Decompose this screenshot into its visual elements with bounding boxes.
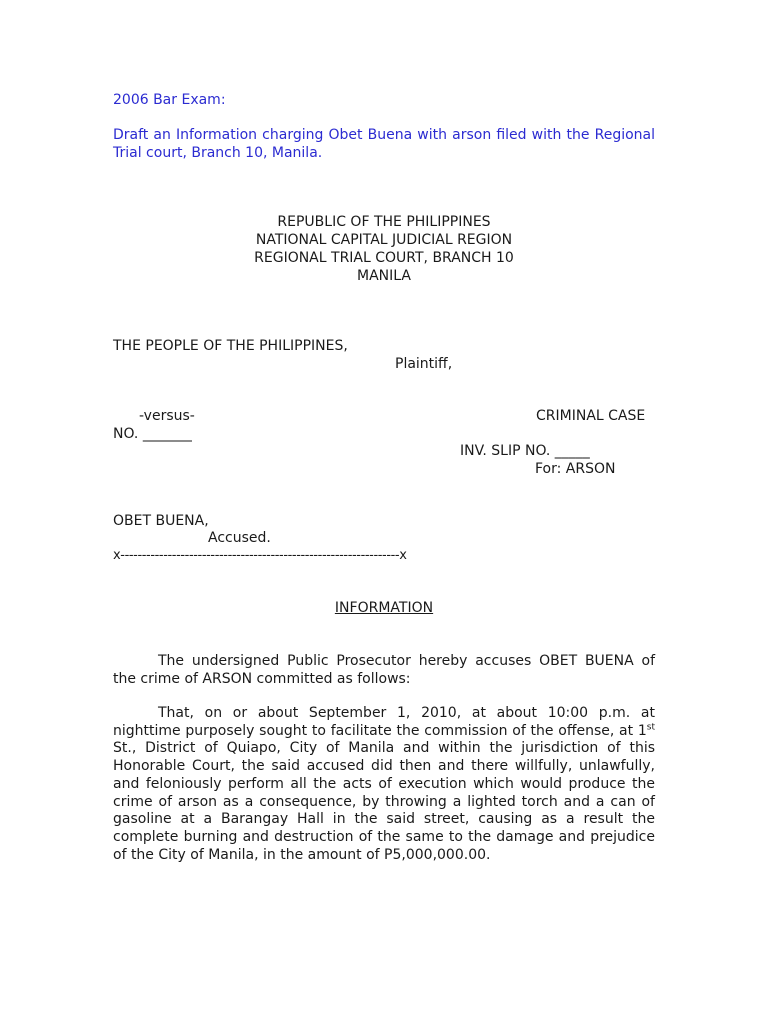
- case-number: NO. _______: [113, 426, 192, 442]
- court-heading-line: MANILA: [357, 268, 411, 284]
- exam-question: Draft an Information charging Obet Buena with arson filed with the Regional Trial court, Branch 10, Manila.: [113, 127, 655, 161]
- caption-separator: x-----------------------------------------------------------------x: [113, 548, 407, 563]
- court-heading: [113, 213, 655, 285]
- plaintiff-role: Plaintiff,: [395, 356, 453, 372]
- criminal-case-label: CRIMINAL CASE: [536, 408, 646, 424]
- offense-label: For: ARSON: [535, 461, 616, 477]
- inv-slip-number: INV. SLIP NO. _____: [460, 443, 590, 459]
- document-title: [113, 599, 655, 617]
- plaintiff-name: THE PEOPLE OF THE PHILIPPINES,: [113, 338, 348, 354]
- accused-name: OBET BUENA,: [113, 513, 209, 529]
- paragraph-facts: [113, 705, 655, 864]
- exam-header: 2006 Bar Exam:: [113, 92, 226, 108]
- document-title-text: INFORMATION: [334, 600, 434, 616]
- ordinal-suffix: st: [646, 722, 655, 733]
- accused-role: Accused.: [208, 530, 271, 546]
- paragraph-facts-part-a: That, on or about September 1, 2010, at about 10:00 p.m. at nighttime purposely sought to facilitate the commission of the offense, at 1: [113, 705, 655, 739]
- paragraph-facts-part-b: St., District of Quiapo, City of Manila and within the jurisdiction of this Honorable Court, the said accused did then and there willfully, unlawfully, and feloniously perform all the acts of execution which would produce the crime of arson as a consequence, by throwing a lighted torch and a can of gasoline at a Barangay Hall in the said street, causing as a result the complete burning and destruction of the same to the damage and prejudice of the City of Manila, in the amount of P5,000,000.00.: [113, 740, 655, 863]
- paragraph-accusation: The undersigned Public Prosecutor hereby accuses OBET BUENA of the crime of ARSON committed as follows:: [113, 653, 655, 687]
- court-heading-line: REGIONAL TRIAL COURT, BRANCH 10: [254, 250, 514, 266]
- court-heading-line: NATIONAL CAPITAL JUDICIAL REGION: [255, 232, 513, 248]
- versus-label: -versus-: [139, 408, 195, 424]
- court-heading-line: REPUBLIC OF THE PHILIPPINES: [277, 214, 491, 230]
